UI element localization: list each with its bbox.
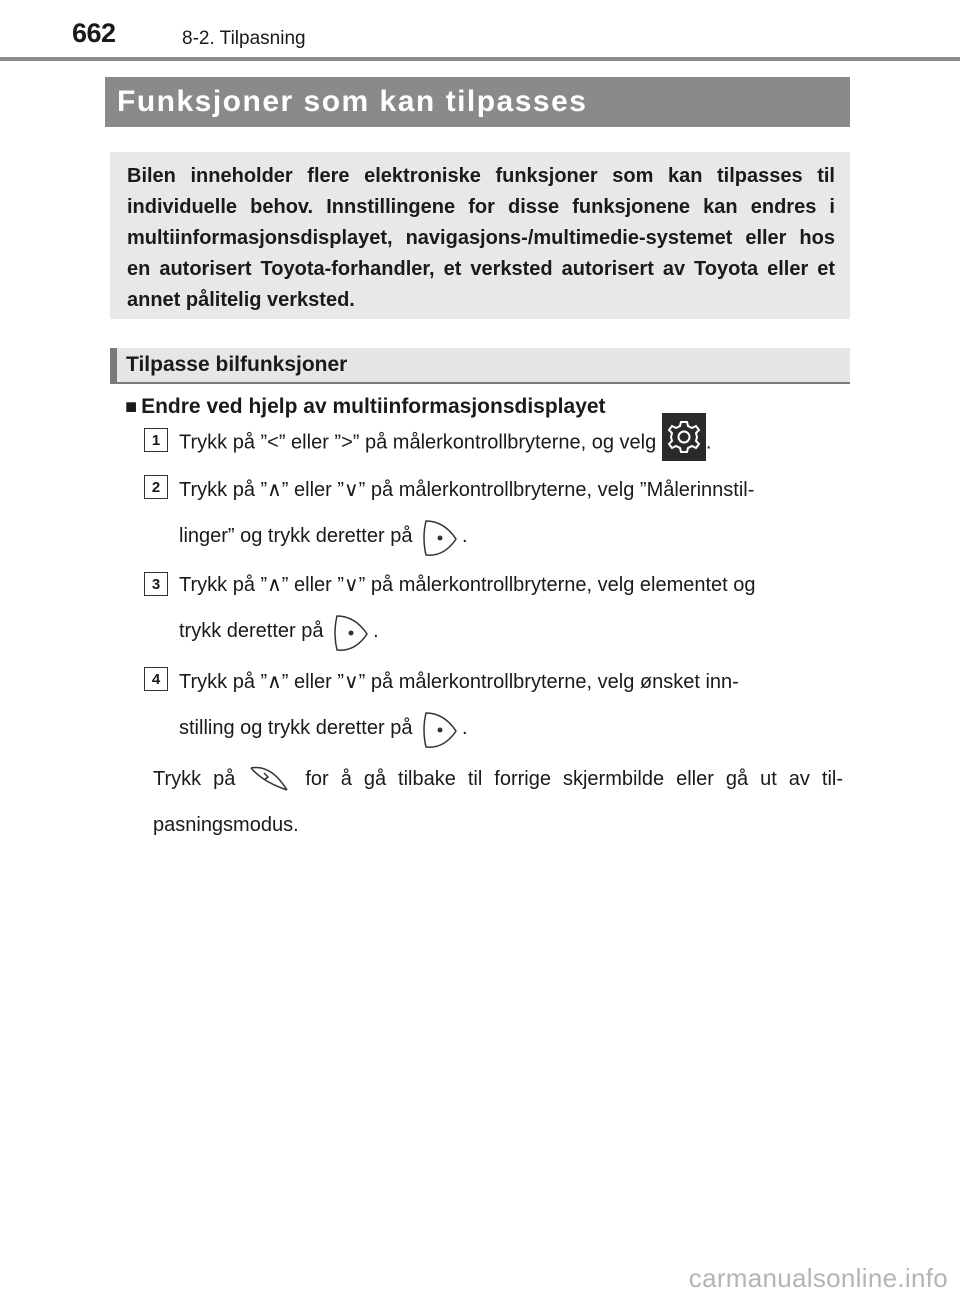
step-text-part: . (462, 525, 468, 547)
subheading-bar (110, 348, 850, 384)
step-number: 3 (151, 575, 161, 593)
step-text-part: linger” og trykk deretter på (179, 525, 413, 547)
bullet-heading (125, 395, 606, 419)
enter-button-icon (418, 707, 462, 751)
step-text-part: . (373, 620, 379, 642)
step-text-part: ” på målerkontrollbryterne, velg ”Målerinnstil- (358, 479, 755, 501)
step-text-part: . (462, 717, 468, 739)
step-text (179, 659, 841, 751)
left-arrow-symbol: < (267, 431, 279, 454)
bullet-square-icon: ■ (125, 396, 138, 418)
step-number-box (144, 475, 168, 499)
step-text-part: ” på målerkontrollbryterne, velg elementet og (358, 574, 756, 596)
down-arrow-symbol: ∨ (344, 671, 359, 693)
up-arrow-symbol: ∧ (267, 671, 282, 693)
down-arrow-symbol: ∨ (344, 574, 359, 596)
step-text-part: ” eller ” (281, 574, 345, 596)
step-text (179, 419, 841, 467)
step-number-box (144, 667, 168, 691)
gear-settings-icon (662, 413, 706, 461)
step-text-part: Trykk på ” (179, 431, 268, 454)
step-text-part: ” eller ” (278, 431, 342, 454)
step-number: 1 (151, 431, 161, 449)
step-text-part: trykk deretter på (179, 620, 324, 642)
step-text-part: ” eller ” (281, 479, 345, 501)
title-bar (105, 77, 850, 127)
step-text-part: ” på målerkontrollbryterne, og velg (352, 431, 657, 454)
closing-text-part: Trykk på (153, 768, 236, 790)
step-number: 2 (151, 478, 161, 496)
subheading-text: Tilpasse bilfunksjoner (126, 353, 348, 376)
step-text-part: . (705, 431, 712, 454)
step-number-box (144, 428, 168, 452)
watermark: carmanualsonline.info (688, 1263, 948, 1293)
page-number: 662 (72, 18, 116, 48)
step-text-part: Trykk på ” (179, 479, 268, 501)
header-rule (0, 57, 960, 61)
enter-button-icon (418, 515, 462, 559)
down-arrow-symbol: ∨ (344, 479, 359, 501)
step-text-part: Trykk på ” (179, 574, 268, 596)
intro-text: Bilen inneholder flere elektroniske funksjoner som kan tilpasses til individuelle behov. Innstillingene for disse funksjonene kan endres i multiinformasjonsdisplayet, navigasjons-/multimedie-systemet eller hos en autorisert Toyota-forhandler, et verksted autorisert av Toyota eller et annet pålitelig verksted. (127, 165, 835, 311)
step-number: 4 (151, 670, 161, 688)
step-text-part: Trykk på ” (179, 671, 268, 693)
step-text (179, 467, 841, 559)
up-arrow-symbol: ∧ (267, 574, 282, 596)
step-text-part: ” eller ” (281, 671, 345, 693)
back-button-icon (247, 760, 293, 800)
page-title: Funksjoner som kan tilpasses (117, 85, 588, 118)
closing-text-part: for å gå tilbake til forrige skjermbilde eller gå ut av til-pasningsmodus. (153, 768, 844, 836)
up-arrow-symbol: ∧ (267, 479, 282, 501)
step-number-box (144, 572, 168, 596)
bullet-heading-text: Endre ved hjelp av multiinformasjonsdisplayet (141, 395, 606, 418)
intro-box (110, 152, 850, 319)
right-arrow-symbol: > (341, 431, 353, 454)
section-label: 8-2. Tilpasning (182, 28, 306, 49)
step-text (179, 562, 841, 654)
closing-paragraph (153, 756, 843, 848)
step-text-part: ” på målerkontrollbryterne, velg ønsket inn- (358, 671, 739, 693)
enter-button-icon (329, 610, 373, 654)
step-text-part: stilling og trykk deretter på (179, 717, 413, 739)
